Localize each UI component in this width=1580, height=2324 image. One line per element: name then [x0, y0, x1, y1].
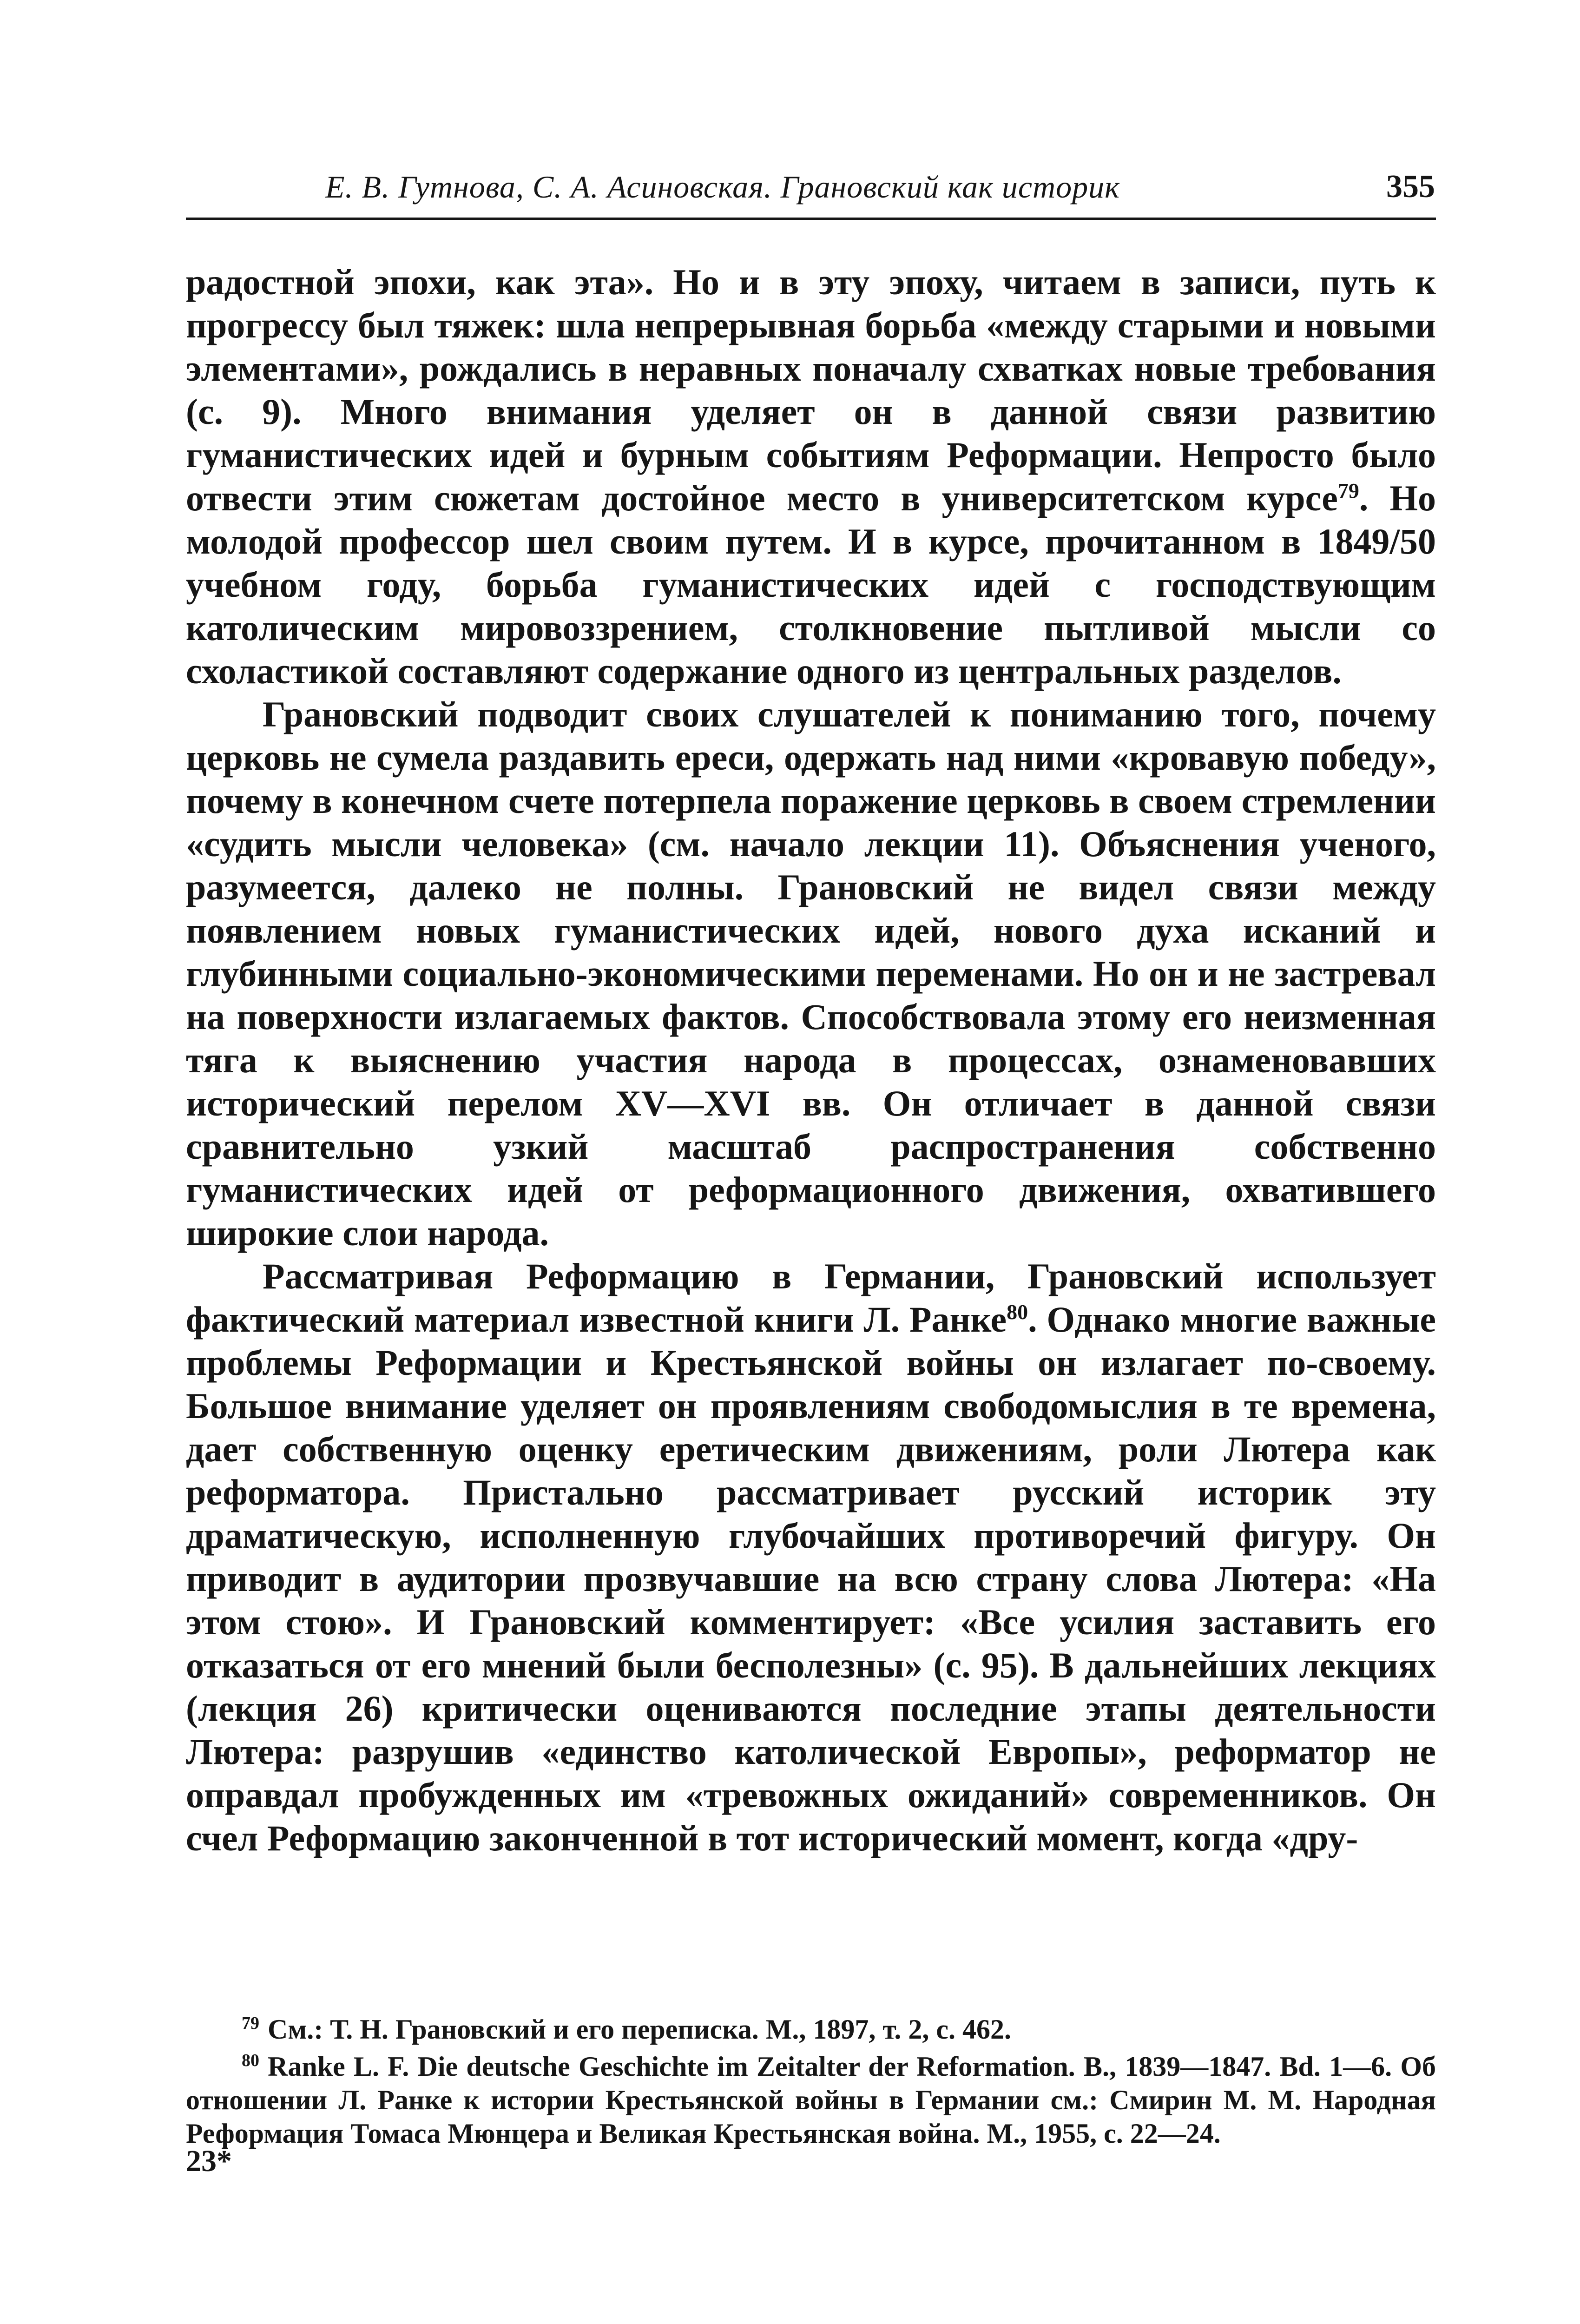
footnote-79: [186, 2013, 1436, 2046]
page-number: 355: [1386, 169, 1435, 205]
running-head: Е. В. Гутнова, С. А. Асиновская. Грановский как историк: [325, 169, 1120, 205]
paragraph-3: [186, 1254, 1436, 1860]
footnote-number: 79: [242, 2014, 259, 2033]
footnote-ref-80: 80: [1007, 1300, 1028, 1324]
footnote-text: См.: Т. Н. Грановский и его переписка. М., 1897, т. 2, с. 462.: [268, 2014, 1011, 2045]
paragraph-2: Грановский подводит своих слушателей к пониманию того, почему церковь не сумела раздавить ереси, одержать над ними «кровавую победу», почему в конечном счете потерпела поражение церковь в своем стремлении «судить мысли человека» (см. начало лекции 11). Объяснения ученого, разумеется, далеко не полны. Грановский не видел связи между появлением новых гуманистических идей, нового духа исканий и глубинными социально-экономическими переменами. Но он и не застревал на поверхности излагаемых фактов. Способствовала этому его неизменная тяга к выяснению участия народа в процессах, ознаменовавших исторический перелом XV—XVI вв. Он отличает в данной связи сравнительно узкий масштаб распространения собственно гуманистических идей от реформационного движения, охватившего широкие слои народа.: [186, 694, 1436, 1253]
footnote-ref-79: 79: [1337, 479, 1359, 502]
paragraph-1-text-a: радостной эпохи, как эта». Но и в эту эпоху, читаем в записи, путь к прогрессу был тяжек: шла непрерывная борьба «между старыми и новыми элементами», рождались в неравных поначалу схватках новые требования (с. 9). Много внимания уделяет он в данной связи развитию гуманистических идей и бурным событиям Реформации. Непросто было отвести этим сюжетам достойное место в университетском курсе: [186, 262, 1436, 518]
footnote-80: [186, 2050, 1436, 2150]
paragraph-3-text-a: Рассматривая Реформацию в Германии, Грановский использует фактический материал известной книги Л. Ранке: [186, 1256, 1436, 1340]
footnote-text: Ranke L. F. Die deutsche Geschichte im Zeitalter der Reformation. B., 1839—1847. Bd. 1—6. Об отношении Л. Ранке к истории Крестьянской войны в Германии см.: Смирин М. М. Народная Реформация Томаса Мюнцера и Великая Крестьянская война. М., 1955, с. 22—24.: [186, 2051, 1436, 2149]
footnotes: [186, 2013, 1436, 2154]
footnote-number: 80: [242, 2051, 259, 2070]
paragraph-3-text-b: . Однако многие важные проблемы Реформации и Крестьянской войны он излагает по-своему. Большое внимание уделяет он проявлениям свободомыслия в те времена, дает собственную оценку еретическим движениям, роли Лютера как реформатора. Пристально рассматривает русский историк эту драматическую, исполненную глубочайших противоречий фигуру. Он приводит в аудитории прозвучавшие на всю страну слова Лютера: «На этом стою». И Грановский комментирует: «Все усилия заставить его отказаться от его мнений были бесполезны» (с. 95). В дальнейших лекциях (лекция 26) критически оцениваются последние этапы деятельности Лютера: разрушив «единство католической Европы», реформатор не оправдал пробужденных им «тревожных ожиданий» современников. Он счел Реформацию законченной в тот исторический момент, когда «дру-: [186, 1299, 1436, 1858]
paragraph-1-text-b: . Но молодой профессор шел своим путем. И в курсе, прочитанном в 1849/50 учебном году, борьба гуманистических идей с господствующим католическим мировоззрением, столкновение пытливой мысли со схоластикой составляют содержание одного из центральных разделов.: [186, 478, 1436, 691]
header-rule: [186, 218, 1436, 220]
signature-mark: 23*: [186, 2144, 232, 2178]
paragraph-1: [186, 260, 1436, 693]
page-header: [186, 164, 1435, 210]
main-text: [186, 260, 1436, 1860]
